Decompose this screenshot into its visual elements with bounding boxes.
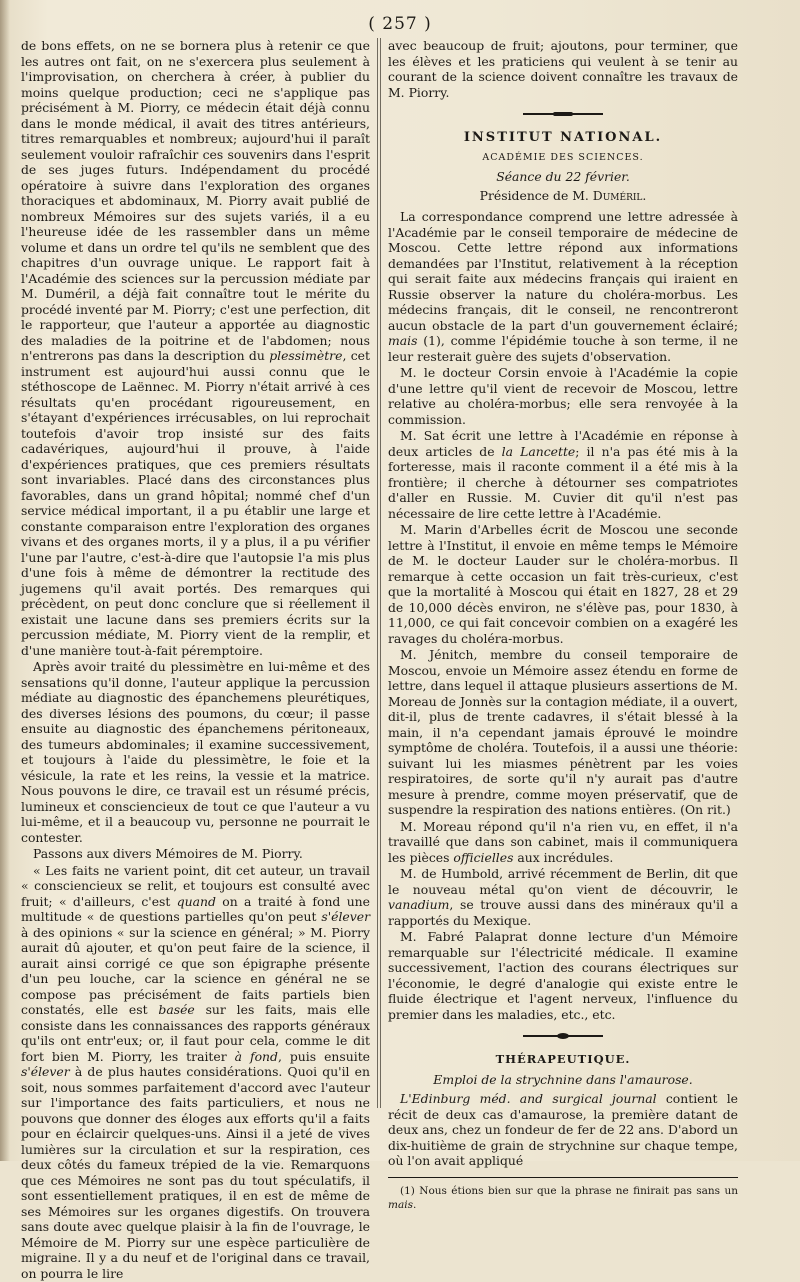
paragraph: M. de Humbold, arrivé récemment de Berlin, dit que le nouveau métal qu'on vient de découvrir, le vanadium, se trouve aussi dans des minéraux qu'il a rapportés du Mexique. bbox=[388, 866, 738, 928]
footnote: (1) Nous étions bien sur que la phrase ne finirait pas sans un mais. bbox=[388, 1184, 738, 1211]
paragraph: La correspondance comprend une lettre adressée à l'Académie par le conseil temporaire de médecine de Moscou. Cette lettre répond aux informations demandées par l'Institut, relativement à la réception qui serait faite aux médecins français qui iraient en Russie observer la nature du choléra-morbus. Les médecins français, dit le conseil, ne rencontreront aucun obstacle de la part d'un gouvernement éclairé; mais (1), comme l'épidémie touche à son terme, il ne leur resterait guère des sujets d'observation. bbox=[388, 209, 738, 364]
paragraph: M. Jénitch, membre du conseil temporaire de Moscou, envoie un Mémoire assez étendu en forme de lettre, dans lequel il attaque plusieurs assertions de M. Moreau de Jonnès sur la contagion médiate, il a ouvert, dit-il, plus de trente cadavres, il s'était blessé à la main, il n'a cependant jamais éprouvé le moindre symptôme de choléra. Toutefois, il a aussi une théorie: suivant lui les miasmes pénètrent par les voies respiratoires, de sorte qu'il n'y aurait pas d'autre mesure à prendre, comme moyen préservatif, que de suspendre la respiration des nations entières. (On rit.) bbox=[388, 647, 738, 817]
presidence-line: Présidence de M. Duméril. bbox=[479, 187, 647, 203]
paragraph: « Les faits ne varient point, dit cet auteur, un travail « consciencieux se relit, et toujours est consulté avec fruit; « d'ailleurs, c'est quand on a traité à fond une multitude « de questions partielles qu'on peut s'élever à des opinions « sur la science en général; » M. Piorry aurait dû ajouter, et qu'on peut faire de la science, il aurait ainsi corrigé ce que son épigraphe présente d'un peu louche, car la science en général ne se compose pas précisément de faits partiels bien constatés, elle est basée sur les faits, mais elle consiste dans les connaissances des rapports généraux qu'ils ont entr'eux; or, il faut pour cela, comme le dit fort bien M. Piorry, les traiter à fond, puis ensuite s'élever à de plus hautes considérations. Quoi qu'il en soit, nous sommes parfaitement d'accord avec l'auteur sur l'importance des faits particuliers, et nous ne pouvons que donner des éloges aux efforts qu'il a faits pour en éclaircir quelques-uns. Ainsi il a jeté de vives lumières sur la circulation et sur la respiration, ces deux côtés du fameux trépied de la vie. Remarquons que ces Mémoires ne sont pas du tout spéculatifs, il sont essentiellement pratiques, il en est de même de ses Mémoires sur les organes digestifs. On trouvera sans doute avec quelque plaisir à la fin de l'ouvrage, le Mémoire de M. Piorry sur une espèce particulière de migraine. Il y a du neuf et de l'original dans ce travail, on pourra le lire bbox=[21, 862, 371, 1281]
footnote-rule bbox=[388, 1177, 738, 1178]
left-column bbox=[21, 38, 370, 1282]
section-separator bbox=[523, 112, 603, 116]
paragraph: M. le docteur Corsin envoie à l'Académie la copie d'une lettre qu'il vient de recevoir de Moscou, lettre relative au choléra-morbus; elle sera renvoyée à la commission. bbox=[388, 365, 738, 427]
column-rule bbox=[377, 38, 378, 1108]
section-title: THÉRAPEUTIQUE. bbox=[495, 1052, 631, 1066]
paragraph: M. Sat écrit une lettre à l'Académie en réponse à deux articles de la Lancette; il n'a pas été mis à la forteresse, mais il raconte comment il a été mis à la frontière; il cherche à détourner ses compatriotes d'aller en Russie. M. Cuvier dit qu'il n'est pas nécessaire de lire cette lettre à l'Académie. bbox=[388, 428, 738, 521]
column-rule bbox=[380, 38, 381, 1108]
right-column bbox=[388, 38, 738, 1213]
paragraph: M. Moreau répond qu'il n'a rien vu, en effet, il n'a travaillé que dans son cabinet, mais il communiquera les pièces officielles aux incrédules. bbox=[388, 818, 738, 865]
page-number: ( 257 ) bbox=[368, 14, 432, 34]
paragraph: Passons aux divers Mémoires de M. Piorry. bbox=[33, 846, 303, 861]
session-date: Séance du 22 février. bbox=[496, 169, 630, 184]
section-separator bbox=[523, 1034, 603, 1038]
paragraph: M. Fabré Palaprat donne lecture d'un Mémoire remarquable sur l'électricité médicale. Il examine successivement, l'action des courans électriques sur l'économie, le degré d'analogie qui existe entre le fluide électrique et l'agent nerveux, l'influence du premier dans les maladies, etc., etc. bbox=[388, 929, 738, 1022]
article-title: Emploi de la strychnine dans l'amaurose. bbox=[433, 1071, 693, 1087]
section-title: INSTITUT NATIONAL. bbox=[463, 130, 663, 145]
paragraph: L'Edinburg méd. and surgical journal contient le récit de deux cas d'amaurose, la première datant de deux ans, chez un fondeur de fer de 22 ans. D'abord un dix-huitième de grain de strychnine sur chaque tempe, où l'on avait appliqué bbox=[388, 1091, 738, 1168]
paragraph: Après avoir traité du plessimètre en lui-même et des sensations qu'il donne, l'auteur applique la percussion médiate au diagnostic des épanchemens pleurétiques, des diverses lésions des poumons, du cœur; il passe ensuite au diagnostic des épanchemens péritoneaux, des tumeurs abdominales; il examine successivement, et toujours à l'aide du plessimètre, le foie et la vésicule, la rate et les reins, la vessie et la matrice. Nous pouvons le dire, ce travail est un résumé précis, lumineux et consciencieux de tout ce que l'auteur a vu lui-même, et il a beaucoup vu, personne ne pourrait le contester. bbox=[21, 659, 370, 845]
section-subtitle: ACADÉMIE DES SCIENCES. bbox=[482, 151, 644, 163]
paragraph: M. Marin d'Arbelles écrit de Moscou une seconde lettre à l'Institut, il envoie en même temps le Mémoire de M. le docteur Lauder sur le choléra-morbus. Il remarque à cette occasion un fait très-curieux, c'est que la mortalité à Moscou qui était en 1827, 28 et 29 de 10,000 décès environ, ne s'élève pas, pour 1830, à 11,000, ce qui fait concevoir combien on a exagéré les ravages du choléra-morbus. bbox=[388, 522, 738, 646]
paragraph: avec beaucoup de fruit; ajoutons, pour terminer, que les élèves et les praticiens qui veulent à se tenir au courant de la science doivent connaître les travaux de M. Piorry. bbox=[388, 38, 738, 100]
binding-shadow bbox=[0, 0, 10, 1161]
paragraph: de bons effets, on ne se bornera plus à retenir ce que les autres ont fait, on ne s'exercera plus seulement à l'improvisation, on cherchera à créer, à publier du moins quelque production; ceci ne s'applique pas précisément à M. Piorry, ce médecin était déjà connu dans le monde médical, il avait des titres antérieurs, titres remarquables et nombreux; aujourd'hui il paraît seulement vouloir rafraîchir ces souvenirs dans l'esprit de ses juges futurs. Indépendament du procédé opératoire à suivre dans l'exploration des organes thoraciques et abdominaux, M. Piorry avait publié de nombreux Mémoires sur des sujets variés, il a eu l'heureuse idée de les rassembler dans un même volume et dans un ordre tel qu'ils ne semblent que des chapitres d'un ouvrage unique. Le rapport fait à l'Académie des sciences sur la percussion médiate par M. Duméril, a déjà fait connaître tout le mérite du procédé inventé par M. Piorry; c'est une perfection, dit le rapporteur, que l'auteur a apportée au diagnostic des maladies de la poitrine et de l'abdomen; nous n'entrerons pas dans la description du plessimètre, cet instrument est aujourd'hui aussi connu que le stéthoscope de Laënnec. M. Piorry n'était arrivé à ces résultats qu'en procédant rigoureusement, en s'étayant d'expériences irrécusables, on lui reprochait toutefois d'avoir trop insisté sur des faits cadavériques, aujourd'hui il prouve, à l'aide d'expériences pratiques, que ces premiers résultats sont invariables. Placé dans des circonstances plus favorables, dans un grand hôpital; nommé chef d'un service médical important, il a pu établir une large et constante comparaison entre l'exploration des organes vivans et des organes morts, il y a plus, il a pu vérifier l'une par l'autre, c'est-à-dire que l'autopsie l'a mis plus d'une fois à même de démontrer la rectitude des jugemens qu'il avait portés. Des remarques qui précèdent, on peut donc conclure que si réellement il existait une lacune dans ses premiers écrits sur la percussion médiate, M. Piorry vient de la remplir, et d'une manière tout-à-fait péremptoire. bbox=[21, 38, 370, 658]
